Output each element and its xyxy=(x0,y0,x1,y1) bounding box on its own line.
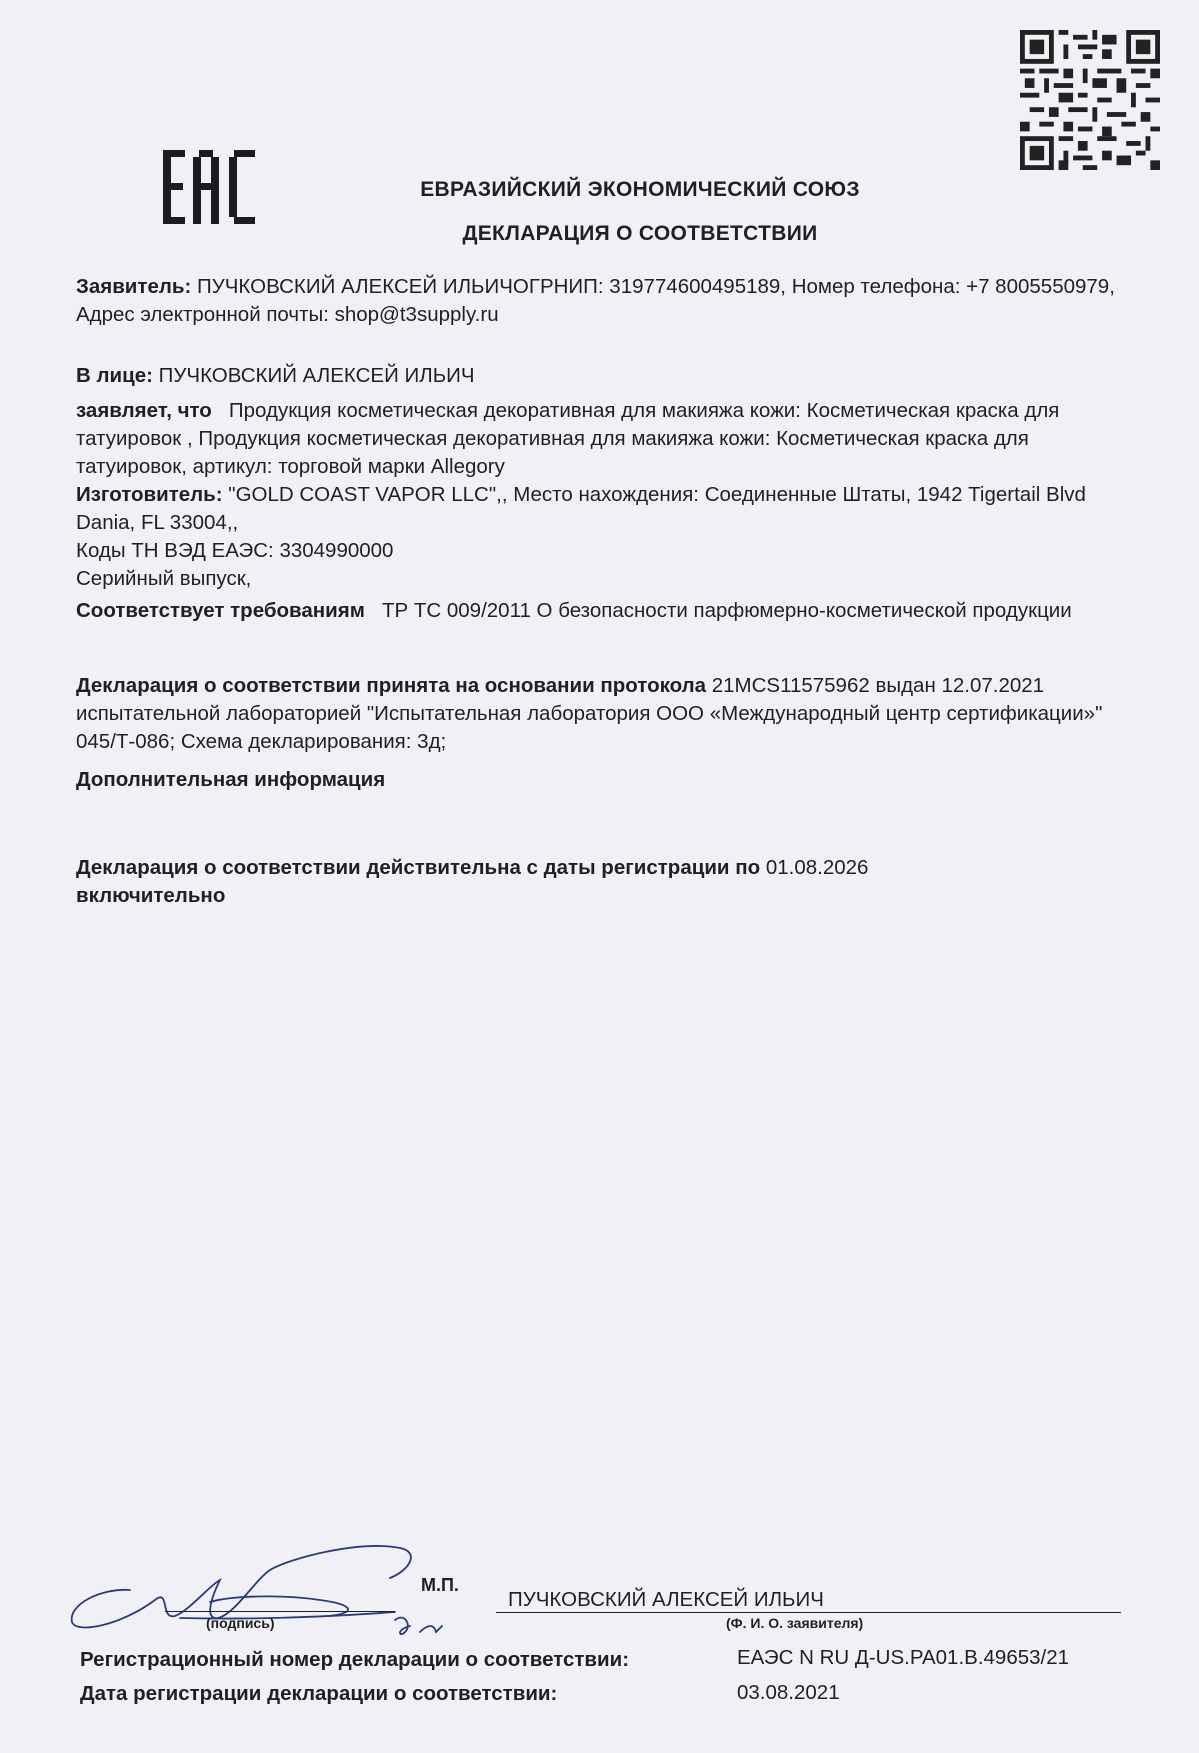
registration-number: ЕАЭС N RU Д-US.PA01.B.49653/21 xyxy=(737,1646,1070,1669)
person-label: В лице: xyxy=(76,364,153,387)
basis-value: 21MCS11575962 выдан 12.07.2021 испытательной лабораторией "Испытательная лаборатория ООО «Международный центр сертификации»" 045/Т-086; Схема декларирования: 3д; xyxy=(76,674,1103,753)
document-title: ДЕКЛАРАЦИЯ О СООТВЕТСТВИИ xyxy=(462,222,818,245)
declares-label: заявляет, что xyxy=(76,399,212,422)
manufacturer-label: Изготовитель: xyxy=(76,483,223,506)
customs-codes: Коды ТН ВЭД ЕАЭС: 3304990000 xyxy=(76,539,394,562)
serial-release: Серийный выпуск, xyxy=(76,567,252,590)
applicant-label: Заявитель: xyxy=(76,275,192,298)
declares-value: Продукция косметическая декоративная для макияжа кожи: Косметическая краска для татуировок , Продукция косметическая декоративная для макияжа кожи: Косметическая краска для татуировок, артикул: торговой марки Allegory xyxy=(76,399,1060,478)
validity-suffix: включительно xyxy=(76,884,226,907)
registration-date: 03.08.2021 xyxy=(737,1681,840,1704)
signature-line xyxy=(165,1611,395,1612)
validity-date: 01.08.2026 xyxy=(765,856,869,879)
basis-label: Декларация о соответствии принята на основании протокола xyxy=(76,674,707,697)
additional-info-label: Дополнительная информация xyxy=(76,768,386,791)
applicant-section xyxy=(76,273,1136,329)
signature-caption: (подпись) xyxy=(206,1615,275,1631)
union-title: ЕВРАЗИЙСКИЙ ЭКОНОМИЧЕСКИЙ СОЮЗ xyxy=(420,178,860,201)
registration-date-label: Дата регистрации декларации о соответствии: xyxy=(80,1682,558,1705)
validity-section xyxy=(76,854,1136,910)
basis-section xyxy=(76,672,1136,794)
qr-code-icon xyxy=(1020,30,1160,170)
product-section xyxy=(76,397,1136,625)
validity-label: Декларация о соответствии действительна с даты регистрации по xyxy=(76,856,761,879)
requirements-value: ТР ТС 009/2011 О безопасности парфюмерно-косметической продукции xyxy=(381,599,1072,622)
applicant-value: ПУЧКОВСКИЙ АЛЕКСЕЙ ИЛЬИЧОГРНИП: 319774600495189, Номер телефона: +7 8005550979, Адрес электронной почты: shop@t3supply.ru xyxy=(76,275,1115,326)
name-line xyxy=(496,1612,1121,1613)
manufacturer-value: "GOLD COAST VAPOR LLC",, Место нахождения: Соединенные Штаты, 1942 Tigertail Blvd Dania, FL 33004,, xyxy=(76,483,1086,534)
name-caption: (Ф. И. О. заявителя) xyxy=(726,1615,864,1631)
registration-number-label: Регистрационный номер декларации о соответствии: xyxy=(80,1648,630,1671)
person-section xyxy=(76,362,1136,390)
requirements-label: Соответствует требованиям xyxy=(76,599,365,622)
person-value: ПУЧКОВСКИЙ АЛЕКСЕЙ ИЛЬИЧ xyxy=(158,364,475,387)
applicant-name: ПУЧКОВСКИЙ АЛЕКСЕЙ ИЛЬИЧ xyxy=(508,1588,824,1611)
stamp-place-label: М.П. xyxy=(421,1575,459,1595)
